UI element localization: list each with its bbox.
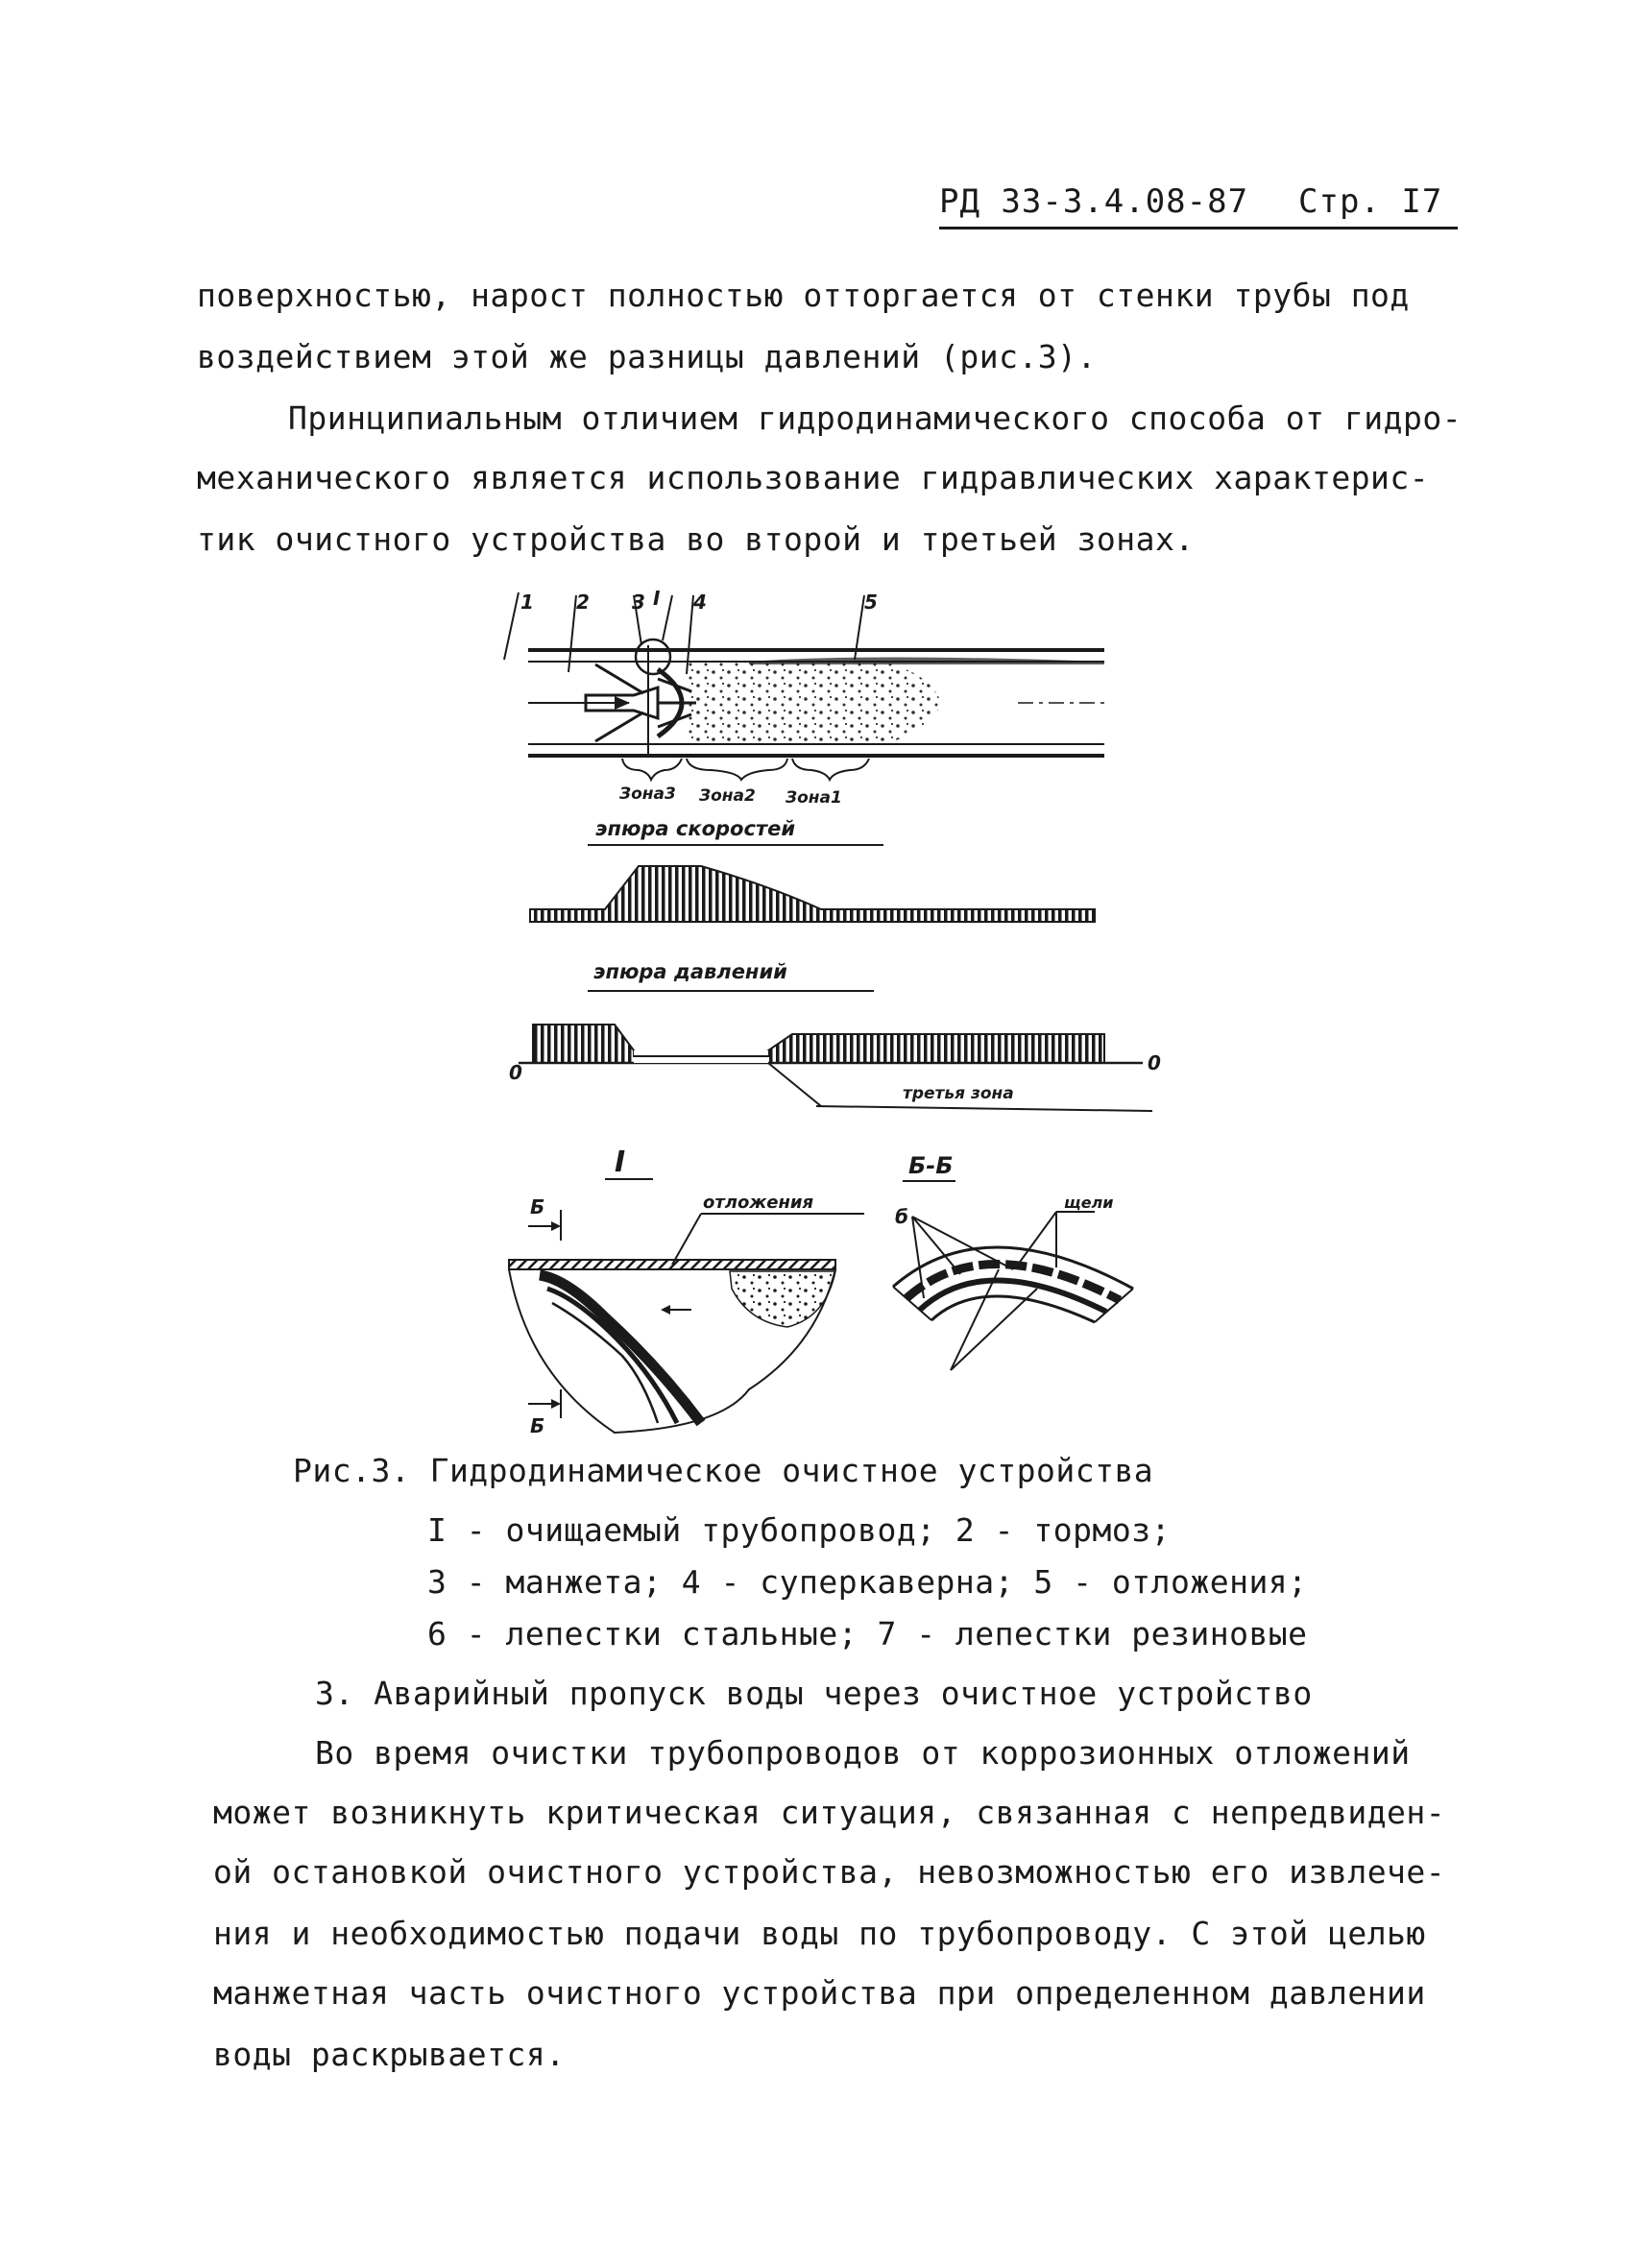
deposits-label: отложения bbox=[703, 1193, 814, 1213]
paragraph-line: Во время очистки трубопроводов от коррозионных отложений bbox=[315, 1734, 1411, 1772]
paragraph-line: может возникнуть критическая ситуация, связанная с непредвиден- bbox=[213, 1794, 1446, 1831]
paragraph-line: ой остановкой очистного устройства, невозможностью его извлече- bbox=[213, 1853, 1446, 1891]
section-mark-top: Б bbox=[530, 1195, 545, 1218]
section-label: Б-Б bbox=[908, 1152, 954, 1179]
paragraph-line: манжетная часть очистного устройства при определенном давлении bbox=[213, 1974, 1426, 2012]
figure-3 bbox=[480, 588, 1191, 1442]
paragraph-line: воздействием этой же разницы давлений (рис.3). bbox=[197, 338, 1097, 375]
detail-I-label: I bbox=[615, 1146, 626, 1179]
paragraph-line: механического является использование гидравлических характерис- bbox=[197, 459, 1430, 496]
section-mark-bottom: Б bbox=[530, 1414, 545, 1437]
paragraph-line: ния и необходимостью подачи воды по трубопроводу. С этой целью bbox=[213, 1915, 1426, 1952]
third-zone-label: третья зона bbox=[903, 1084, 1014, 1103]
zero-left-label: 0 bbox=[509, 1061, 522, 1084]
label-I: I bbox=[653, 588, 661, 610]
label-5: 5 bbox=[864, 591, 878, 614]
velocity-profile-label: эпюра скоростей bbox=[595, 817, 796, 840]
legend-line: I - очищаемый трубопровод; 2 - тормоз; bbox=[427, 1511, 1171, 1549]
detail-I-drawing bbox=[509, 1210, 864, 1433]
paragraph-line: тик очистного устройства во второй и третьей зонах. bbox=[197, 520, 1195, 558]
zone-1-label: Зона1 bbox=[786, 788, 842, 808]
cleaning-device-diagram bbox=[480, 588, 1191, 1442]
document-number: РД 33-3.4.08-87 bbox=[939, 182, 1249, 221]
pressure-profile bbox=[519, 1025, 1152, 1111]
paragraph-line: воды раскрывается. bbox=[213, 2036, 566, 2073]
pressure-profile-label: эпюра давлений bbox=[593, 960, 787, 983]
section-b-label: б bbox=[895, 1205, 908, 1228]
cleaning-device bbox=[586, 639, 696, 756]
section-BB-drawing bbox=[893, 1212, 1133, 1370]
gaps-label: щели bbox=[1064, 1194, 1114, 1212]
paragraph-line: поверхностью, нарост полностью отторгается от стенки трубы под bbox=[197, 277, 1410, 314]
velocity-profile bbox=[530, 866, 1095, 922]
zero-right-label: 0 bbox=[1148, 1051, 1161, 1074]
page-number: Стр. I7 bbox=[1298, 182, 1443, 221]
label-2: 2 bbox=[576, 591, 590, 614]
deposit-zone bbox=[687, 658, 1104, 745]
zone-braces bbox=[622, 759, 869, 780]
paragraph-line: Принципиальным отличием гидродинамического способа от гидро- bbox=[288, 399, 1463, 437]
section-heading: 3. Аварийный пропуск воды через очистное устройство bbox=[315, 1675, 1313, 1712]
label-4: 4 bbox=[693, 591, 707, 614]
legend-line: 6 - лепестки стальные; 7 - лепестки резиновые bbox=[427, 1615, 1308, 1653]
legend-line: 3 - манжета; 4 - суперкаверна; 5 - отложения; bbox=[427, 1563, 1308, 1601]
page-header bbox=[939, 182, 1458, 229]
zone-3-label: Зона3 bbox=[619, 784, 676, 804]
label-3: 3 bbox=[632, 591, 645, 614]
label-1: 1 bbox=[520, 591, 534, 614]
zone-2-label: Зона2 bbox=[699, 786, 756, 806]
figure-caption: Рис.3. Гидродинамическое очистное устройства bbox=[293, 1452, 1154, 1489]
